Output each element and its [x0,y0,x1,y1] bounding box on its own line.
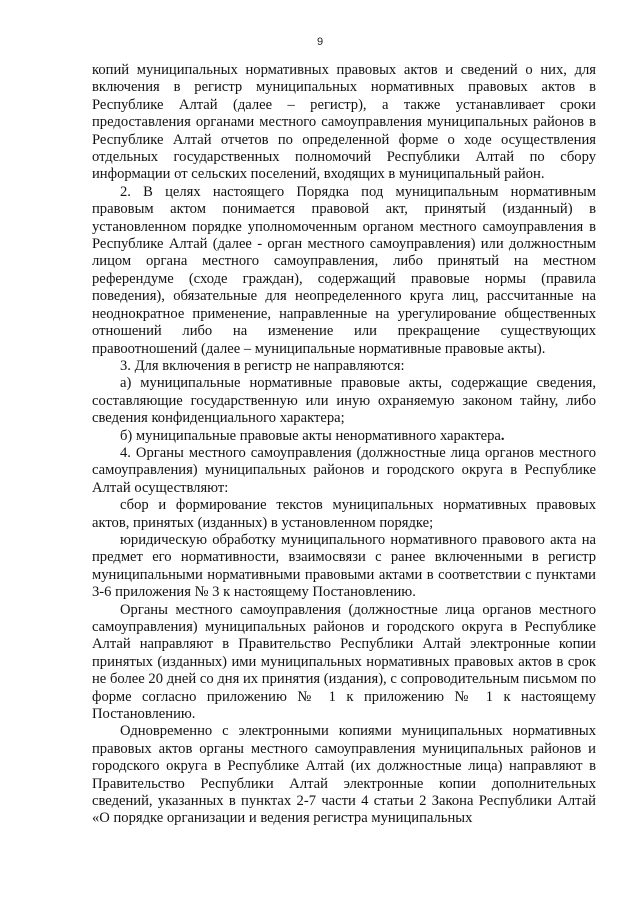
paragraph-simultaneous: Одновременно с электронными копиями муниципальных нормативных правовых актов органы местного самоуправления муниципальных районов и городского округа в Республике Алтай (их должностные лица) направляют в Правительство Республики Алтай электронные копии дополнительных сведений, указанных в пунктах 2-7 части 4 статьи 2 Закона Республики Алтай «О порядке организации и ведения регистра муниципальных [92,723,596,827]
page-number: 9 [316,36,324,48]
paragraph-3: 3. Для включения в регистр не направляются: [120,357,405,374]
paragraph-3b-bold-period: . [500,427,505,444]
document-body [92,62,596,828]
paragraph-4-item-1: сбор и формирование текстов муниципальных нормативных правовых актов, принятых (изданных) в установленном порядке; [92,497,596,531]
paragraph-4-item-2: юридическую обработку муниципального нормативного правового акта на предмет его нормативности, взаимосвязи с ранее включенными в регистр муниципальными нормативными правовыми актами в соответствии с пунктами 3-6 приложения № 3 к настоящему Постановлению. [92,531,596,601]
paragraph-3a: а) муниципальные нормативные правовые акты, содержащие сведения, составляющие государственную или иную охраняемую законом тайну, либо сведения конфиденциального характера; [92,375,596,427]
paragraph-3b [92,428,596,445]
paragraph-3b-text: б) муниципальные правовые акты ненормативного характера [120,427,501,444]
paragraph-4: 4. Органы местного самоуправления (должностные лица органов местного самоуправления) муниципальных районов и городского округа в Республике Алтай осуществляют: [92,444,596,496]
paragraph-continuation: копий муниципальных нормативных правовых актов и сведений о них, для включения в регистр муниципальных нормативных правовых актов в Республике Алтай (далее – регистр), а также устанавливает сроки предоставления органами местного самоуправления муниципальных районов в Республике Алтай отчетов по определенной форме о ходе осуществления отдельных государственных полномочий Республики Алтай по сбору информации от сельских поселений, входящих в муниципальный район. [92,62,596,183]
paragraph-2: 2. В целях настоящего Порядка под муниципальным нормативным правовым актом понимается правовой акт, принятый (изданный) в установленном порядке уполномоченным органом местного самоуправления в Республике Алтай (далее - орган местного самоуправления) или должностным лицом органа местного самоуправления, либо принятый на местном референдуме (сходе граждан), содержащий правовые нормы (правила поведения), обязательные для неопределенного круга лиц, рассчитанные на неоднократное применение, направленные на урегулирование общественных отношений либо на изменение или прекращение существующих правоотношений (далее – муниципальные нормативные правовые акты). [92,183,596,357]
paragraph-submission: Органы местного самоуправления (должностные лица органов местного самоуправления) муниципальных районов и городского округа в Республике Алтай направляют в Правительство Республики Алтай электронные копии принятых (изданных) ими муниципальных нормативных правовых актов в срок не более 20 дней со дня их принятия (издания), с сопроводительным письмом по форме согласно приложению № 1 к приложению № 1 к настоящему Постановлению. [92,601,596,723]
